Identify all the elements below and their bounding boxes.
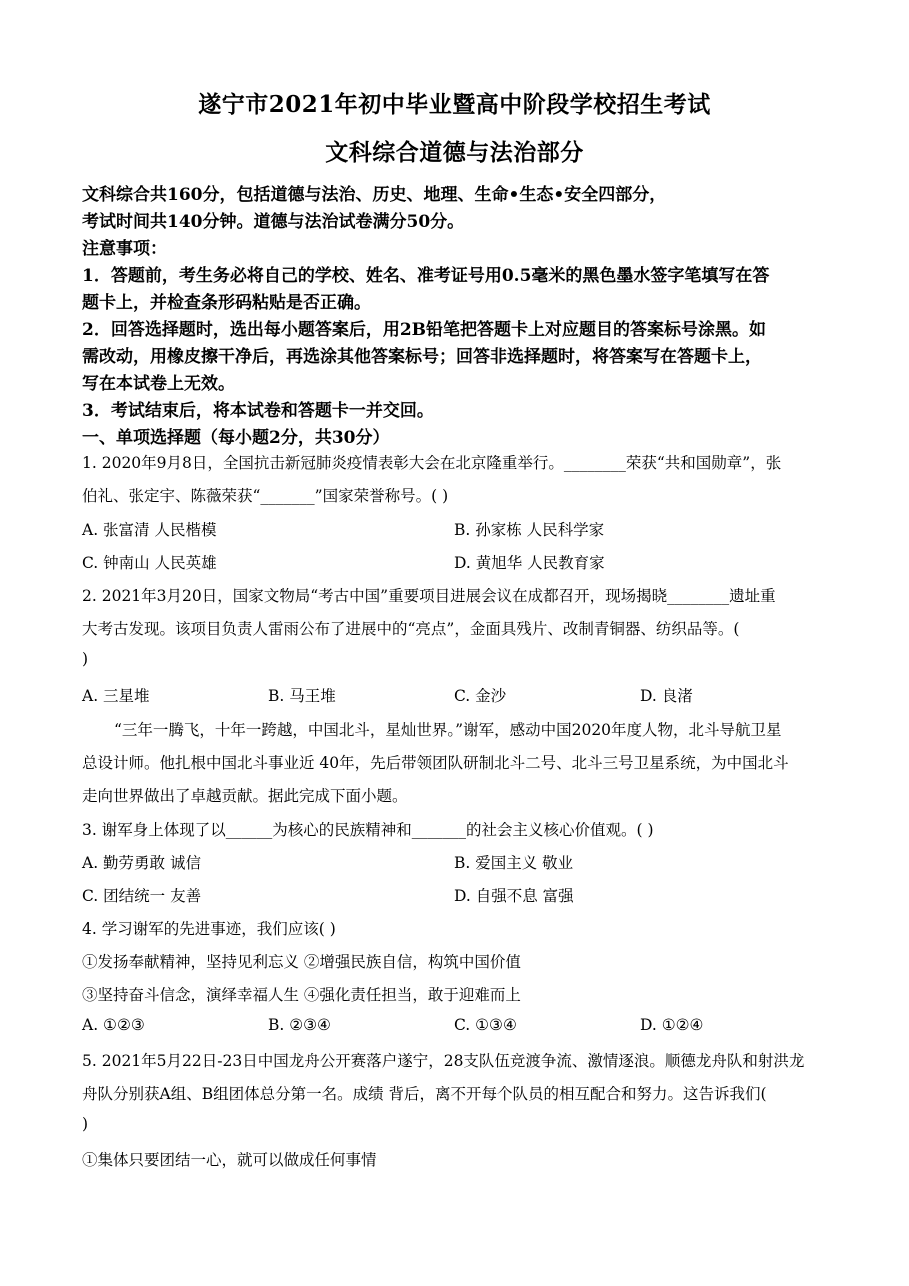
notice-title: 注意事项：: [82, 239, 167, 259]
notice-2c: 写在本试卷上无效。: [82, 374, 235, 394]
q2-stem-1: 2. 2021年3月20日，国家文物局“考古中国”重要项目进展会议在成都召开，现场揭晓________遗址重: [82, 587, 776, 605]
q3-option-d: D. 自强不息 富强: [454, 887, 574, 905]
q5-statement-1: ①集体只要团结一心，就可以做成任何事情: [82, 1151, 377, 1169]
notice-2a: 2．回答选择题时，选出每小题答案后，用2B铅笔把答题卡上对应题目的答案标号涂黑。如: [82, 320, 767, 340]
q2-stem-3: ): [82, 650, 89, 668]
exam-subtitle: 文科综合道德与法治部分: [325, 139, 584, 166]
q5-stem-3: ): [82, 1115, 89, 1133]
q4-option-a: A. ①②③: [82, 1016, 145, 1034]
q2-option-c: C. 金沙: [454, 687, 507, 705]
notice-2b: 需改动，用橡皮擦干净后，再选涂其他答案标号；回答非选择题时，将答案写在答题卡上，: [82, 347, 762, 367]
q4-stem: 4. 学习谢军的先进事迹，我们应该( ): [82, 920, 336, 938]
q4-statement-1-2: ①发扬奉献精神，坚持见利忘义 ②增强民族自信，构筑中国价值: [82, 953, 521, 971]
q3-option-a: A. 勤劳勇敢 诚信: [82, 854, 201, 872]
q5-stem-1: 5. 2021年5月22日-23日中国龙舟公开赛落户遂宁，28支队伍竞渡争流、激情逐浪。顺德龙舟队和射洪龙: [82, 1052, 805, 1070]
notice-3: 3．考试结束后，将本试卷和答题卡一并交回。: [82, 401, 434, 421]
q2-option-b: B. 马王堆: [268, 687, 336, 705]
section-heading: 一、单项选择题（每小题2分，共30分）: [82, 428, 390, 448]
q2-option-a: A. 三星堆: [82, 687, 150, 705]
notice-1b: 题卡上，并检查条形码粘贴是否正确。: [82, 293, 371, 313]
passage-line-2: 总设计师。他扎根中国北斗事业近 40年，先后带领团队研制北斗二号、北斗三号卫星系统，为中国北斗: [82, 754, 789, 772]
q4-option-b: B. ②③④: [268, 1016, 331, 1034]
q1-option-b: B. 孙家栋 人民科学家: [454, 521, 605, 539]
passage-line-1: “三年一腾飞，十年一跨越，中国北斗，星灿世界。”谢军，感动中国2020年度人物，北斗导航卫星: [114, 721, 782, 739]
intro-line-2: 考试时间共140分钟。道德与法治试卷满分50分。: [82, 212, 465, 232]
q3-stem: 3. 谢军身上体现了以______为核心的民族精神和_______的社会主义核心价值观。( ): [82, 821, 654, 839]
q4-option-c: C. ①③④: [454, 1016, 517, 1034]
q4-option-d: D. ①②④: [640, 1016, 704, 1034]
exam-title: 遂宁市2021年初中毕业暨高中阶段学校招生考试: [198, 91, 711, 118]
passage-line-3: 走向世界做出了卓越贡献。据此完成下面小题。: [82, 787, 408, 805]
q3-option-b: B. 爱国主义 敬业: [454, 854, 574, 872]
intro-line-1: 文科综合共160分，包括道德与法治、历史、地理、生命•生态•安全四部分，: [82, 185, 667, 205]
notice-1a: 1．答题前，考生务必将自己的学校、姓名、准考证号用0.5毫米的黑色墨水签字笔填写在答: [82, 266, 770, 286]
q2-option-d: D. 良渚: [640, 687, 693, 705]
q3-option-c: C. 团结统一 友善: [82, 887, 202, 905]
q1-stem-2: 伯礼、张定宇、陈薇荣获“_______”国家荣誉称号。( ): [82, 487, 449, 505]
q2-stem-2: 大考古发现。该项目负责人雷雨公布了进展中的“亮点”，金面具残片、改制青铜器、纺织品等。(: [82, 620, 740, 638]
q1-option-c: C. 钟南山 人民英雄: [82, 554, 217, 572]
q1-option-d: D. 黄旭华 人民教育家: [454, 554, 605, 572]
q1-option-a: A. 张富清 人民楷模: [82, 521, 217, 539]
q4-statement-3-4: ③坚持奋斗信念，演绎幸福人生 ④强化责任担当，敢于迎难而上: [82, 986, 521, 1004]
q5-stem-2: 舟队分别获A组、B组团体总分第一名。成绩 背后，离不开每个队员的相互配合和努力。这告诉我们(: [82, 1085, 767, 1103]
q1-stem-1: 1. 2020年9月8日，全国抗击新冠肺炎疫情表彰大会在北京隆重举行。________荣获“共和国勋章”，张: [82, 454, 782, 472]
